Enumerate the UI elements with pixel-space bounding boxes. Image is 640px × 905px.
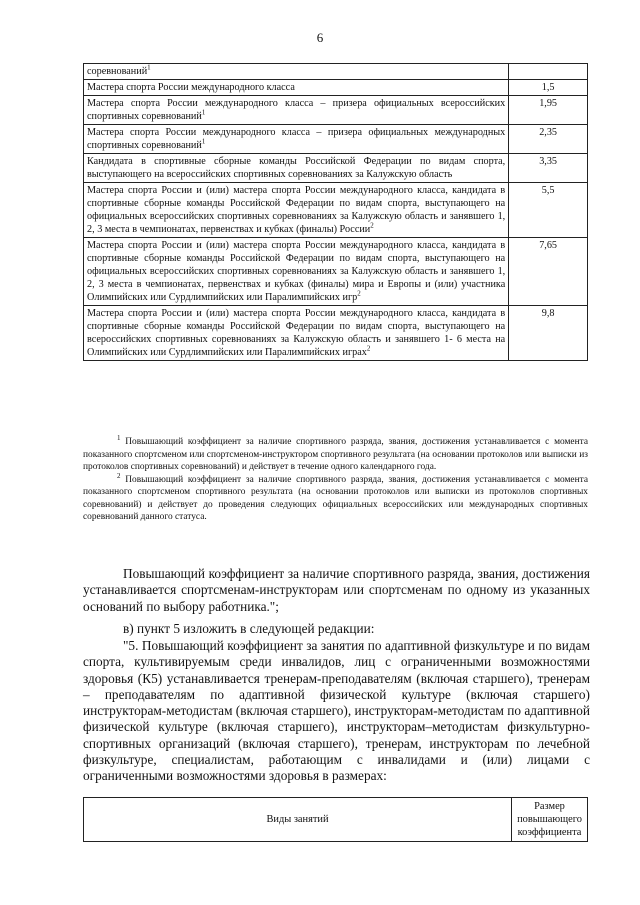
footnote-text: Повышающий коэффициент за наличие спортивного разряда, звания, достижения устанавливается с момента показанного спортсменом или спортсменом-инструктором спортивного результата (на основании протоколов или выписки из протоколов спортивных соревнований) и действует в течение одного календарного года.: [83, 437, 588, 472]
row-description: [84, 238, 509, 306]
row-coefficient-value: 9,8: [509, 306, 588, 361]
row-description: [84, 96, 509, 125]
page-number: 6: [316, 30, 324, 45]
footnote-reference: 2: [370, 221, 374, 230]
row-description-text: Мастера спорта России международного класса: [87, 82, 295, 93]
row-description-text: Мастера спорта России международного класса – призера официальных международных спортивных соревнований: [87, 127, 506, 151]
row-description: [84, 80, 509, 96]
table-row: [84, 80, 588, 96]
row-description-text: соревнований: [87, 66, 148, 77]
footnote-reference: 2: [357, 289, 361, 298]
footnote-mark: 1: [117, 433, 121, 442]
row-description: [84, 183, 509, 238]
row-description: [84, 125, 509, 154]
header-coefficient-size: Размер повышающего коэффициента: [512, 798, 588, 842]
row-coefficient-value: [509, 64, 588, 80]
row-description-text: Мастера спорта России и (или) мастера спорта России международного класса, кандидата в спортивные сборные команды Российской Федерации по видам спорта, выступающего на всероссийских спортивных соревнованиях за Калужскую область и занявшего 1- 6 места на Олимпийских или Сурдлимпийских или Паралимпийских играх: [87, 308, 506, 358]
row-coefficient-value: 2,35: [509, 125, 588, 154]
footnote-mark: 2: [117, 471, 121, 480]
paragraph-coefficient-note: [83, 566, 590, 615]
row-coefficient-value: 3,35: [509, 154, 588, 183]
table-row: [84, 96, 588, 125]
table-row: [84, 64, 588, 80]
paragraph-text: "5. Повышающий коэффициент за занятия по адаптивной физкультуре и по видам спорта, культивируемым среди инвалидов, лиц с ограниченными возможностями здоровья (К5) устанавливается тренерам-преподавателям (включая старшего), тренерам – преподавателям по адаптивной физической культуре (включая старшего) инструкторам-методистам (включая старшего), инструкторам-методистам по адаптивной физической культуре (включая старшего), инструкторам–методистам физкультурно-спортивных организаций (включая старшего), тренерам, инструкторам по лечебной физкультуре, специалистам, работающим с инвалидами и (или) лицами с ограниченными возможностями здоровья в размерах:: [83, 638, 590, 784]
row-description-text: Мастера спорта России международного класса – призера официальных всероссийских спортивных соревнований: [87, 98, 506, 122]
table-row: [84, 306, 588, 361]
row-coefficient-value: 7,65: [509, 238, 588, 306]
row-description-text: Кандидата в спортивные сборные команды Российской Федерации по видам спорта, выступающего на всероссийских спортивных соревнованиях за Калужскую область: [87, 156, 506, 180]
paragraph-point-5: [83, 638, 590, 785]
row-coefficient-value: 1,5: [509, 80, 588, 96]
table-row: [84, 154, 588, 183]
footnote-text: Повышающий коэффициент за наличие спортивного разряда, звания, достижения устанавливается с момента показанного спортсменом спортивного результата (на основании протоколов или выписки из протоколов спортивных соревнований) и действует до проведения следующих официальных всероссийских или международных спортивных соревнований данного статуса.: [83, 474, 588, 522]
header-activity-types: Виды занятий: [84, 798, 512, 842]
footnotes: [83, 433, 588, 524]
table-row: [84, 183, 588, 238]
paragraph-text: в) пункт 5 изложить в следующей редакции:: [123, 621, 375, 636]
row-coefficient-value: 5,5: [509, 183, 588, 238]
row-description: [84, 306, 509, 361]
row-description: [84, 64, 509, 80]
row-description-text: Мастера спорта России и (или) мастера спорта России международного класса, кандидата в спортивные сборные команды Российской Федерации по видам спорта, выступающего на официальных всероссийских спортивных соревнованиях за Калужскую область и занявшего 1, 2, 3 места в чемпионатах, первенствах и кубках (финалы) России: [87, 185, 506, 235]
row-description-text: Мастера спорта России и (или) мастера спорта России международного класса, кандидата в спортивные сборные команды Российской Федерации по видам спорта, выступающего на официальных всероссийских спортивных соревнованиях за Калужскую область и занявшего 1, 2, 3 места в чемпионатах, первенствах и кубках (финалы) мира и Европы и (или) участника Олимпийских или Сурдлимпийских или Паралимпийских игр: [87, 240, 506, 303]
footnote-1: [83, 433, 588, 474]
paragraph-point-v: [83, 621, 590, 637]
paragraph-text: Повышающий коэффициент за наличие спортивного разряда, звания, достижения устанавливается спортсменам-инструкторам или спортсменам по одному из указанных оснований по выбору работника.";: [83, 566, 590, 614]
table-row: [84, 125, 588, 154]
row-coefficient-value: 1,95: [509, 96, 588, 125]
table-header-row: [84, 798, 588, 842]
row-description: [84, 154, 509, 183]
coefficient-table: [83, 63, 588, 361]
footnote-reference: 1: [147, 63, 151, 72]
footnote-2: [83, 471, 588, 524]
activity-types-table: [83, 797, 588, 842]
footnote-reference: 1: [201, 108, 206, 117]
footnote-reference: 2: [366, 344, 371, 353]
table-row: [84, 238, 588, 306]
footnote-reference: 1: [201, 137, 206, 146]
